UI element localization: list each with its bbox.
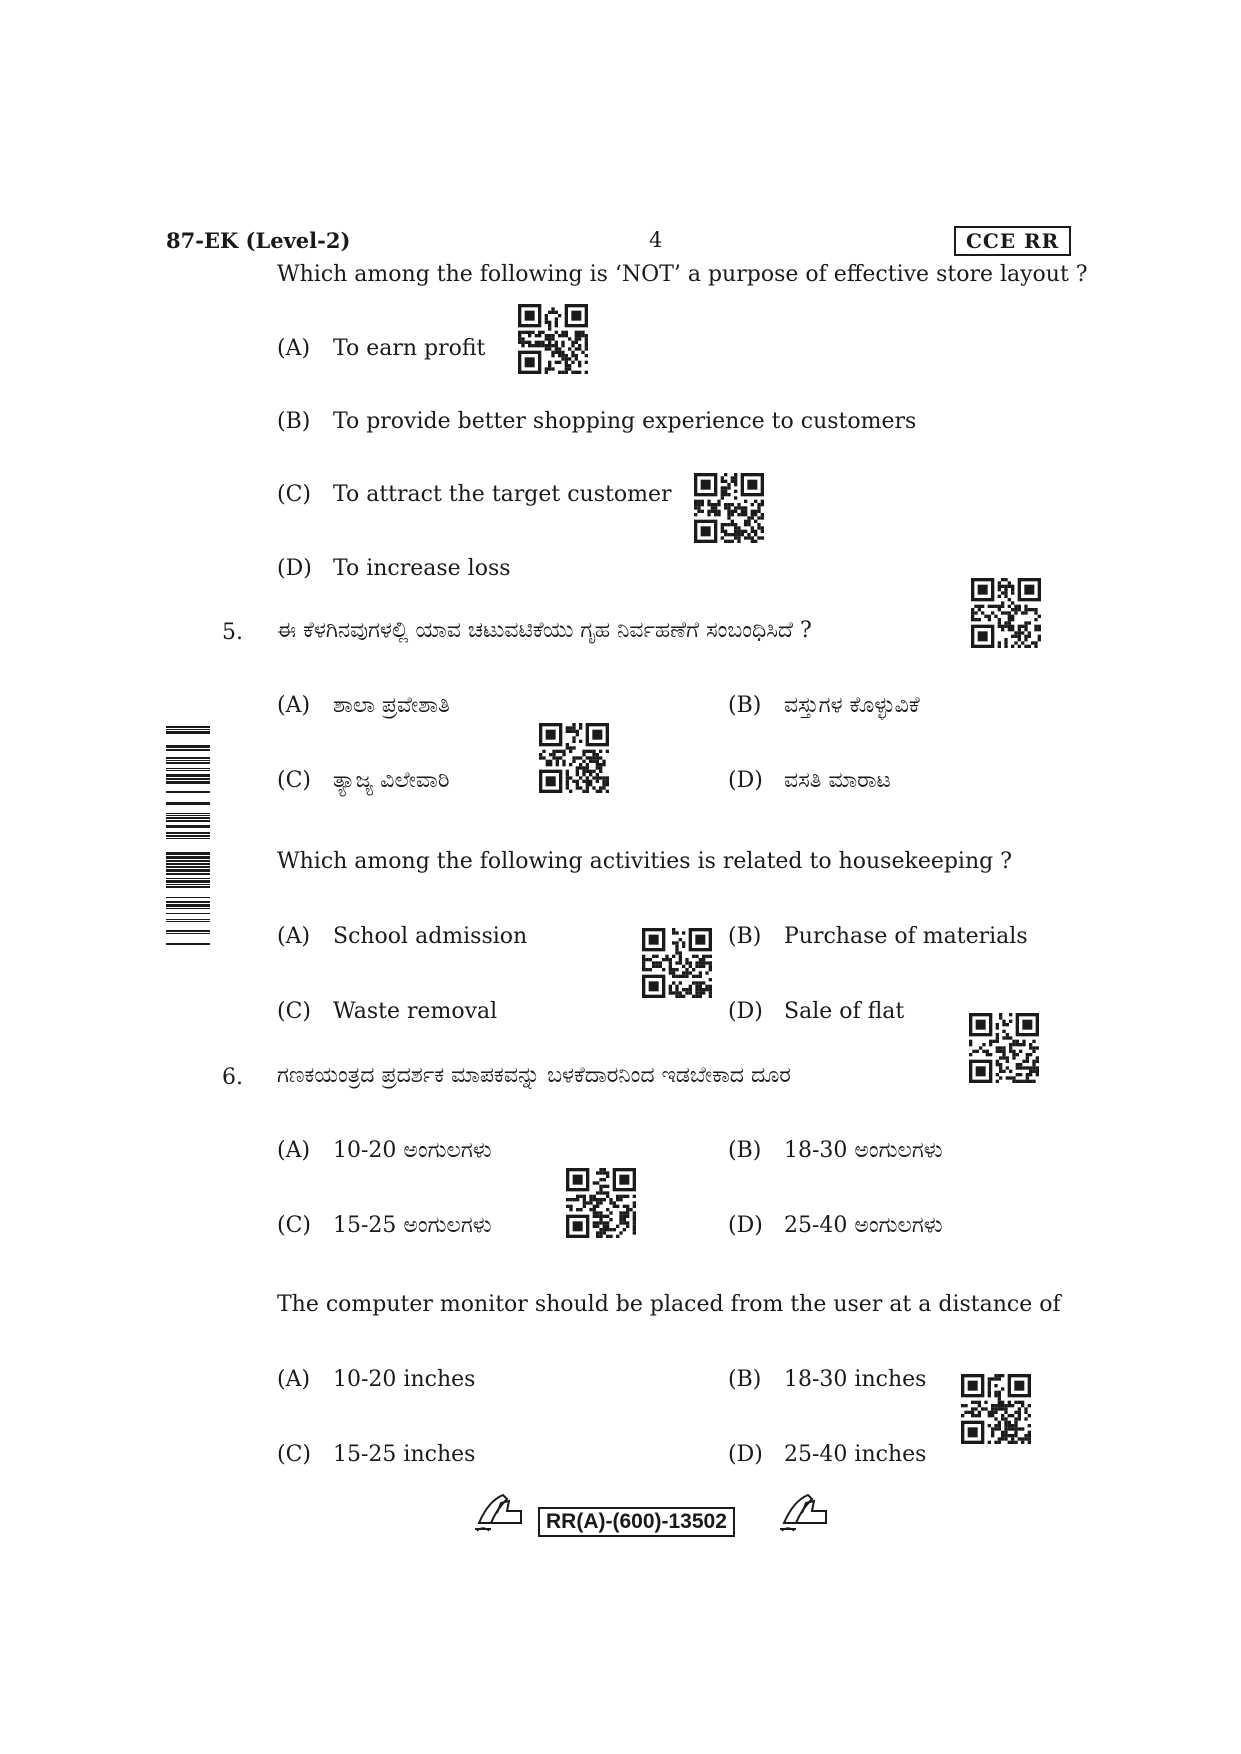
question-6-number: 6. [222,1065,243,1090]
option-text: To earn profit [333,336,486,361]
option-text: To provide better shopping experience to customers [333,409,917,434]
qr-code-icon [642,928,712,998]
option-label: (B) [277,409,311,434]
option-c-kannada [277,1213,492,1238]
option-text: Waste removal [333,999,498,1024]
option-b-kannada [728,1138,943,1163]
option-d-kannada [728,768,891,793]
option-label: (A) [277,924,311,949]
option-c-kannada [277,768,449,793]
option-label: (A) [277,1367,311,1392]
option-label: (A) [277,693,311,718]
option-label: (D) [728,1213,763,1238]
option-label: (D) [728,1442,763,1467]
question-5-kannada: ಈ ಕೆಳಗಿನವುಗಳಲ್ಲಿ ಯಾವ ಚಟುವಟಿಕೆಯು ಗೃಹ ನಿರ್ವಹಣೆಗೆ ಸಂಬಂಧಿಸಿದೆ ? [277,618,812,643]
qr-code-icon [694,473,764,543]
question-6-kannada: ಗಣಕಯಂತ್ರದ ಪ್ರದರ್ಶಕ ಮಾಪಕವನ್ನು ಬಳಕೆದಾರನಿಂದ ಇಡಬೇಕಾದ ದೂರ [277,1063,791,1088]
option-a-english [277,1367,475,1392]
option-text: 25-40 ಅಂಗುಲಗಳು [784,1213,943,1238]
option-text: 10-20 ಅಂಗುಲಗಳು [333,1138,492,1163]
option-b-english [728,924,1028,949]
option-text: ವಸ್ತುಗಳ ಕೊಳ್ಳುವಿಕೆ [784,693,920,718]
option-text: Purchase of materials [784,924,1028,949]
option-label: (C) [277,1213,311,1238]
option-a-english [277,924,527,949]
option-label: (C) [277,482,311,507]
option-text: School admission [333,924,528,949]
qr-code-icon [566,1168,636,1238]
question-6-english: The computer monitor should be placed from the user at a distance of [277,1292,1061,1317]
qr-code-icon [539,723,609,793]
option-label: (A) [277,1138,311,1163]
option-d-kannada [728,1213,943,1238]
option-label: (D) [728,999,763,1024]
option-label: (B) [728,693,762,718]
question-5-english: Which among the following activities is related to housekeeping ? [277,849,1013,874]
option-label: (C) [277,1442,311,1467]
exam-badge: CCE RR [954,226,1071,256]
option-a-kannada [277,693,450,718]
qr-code-icon [971,578,1041,648]
option-b-kannada [728,693,920,718]
option-label: (D) [728,768,763,793]
option-text: 18-30 inches [784,1367,927,1392]
option-text: 10-20 inches [333,1367,476,1392]
option-text: To attract the target customer [333,482,672,507]
qr-code-icon [961,1374,1031,1444]
paper-code: 87-EK (Level-2) [166,228,351,253]
option-text: 15-25 ಅಂಗುಲಗಳು [333,1213,492,1238]
option-label: (D) [277,556,312,581]
option-d-english [728,1442,926,1467]
option-c-english [277,1442,475,1467]
question-4-english: Which among the following is ‘NOT’ a purpose of effective store layout ? [277,262,1088,287]
option-label: (C) [277,999,311,1024]
page-number: 4 [649,228,663,252]
option-c [277,482,672,507]
writing-hand-icon [471,1489,527,1533]
option-text: 25-40 inches [784,1442,927,1467]
option-a [277,336,485,361]
option-text: 15-25 inches [333,1442,476,1467]
question-5-number: 5. [222,620,243,645]
option-d [277,556,511,581]
barcode-icon [166,726,210,946]
option-label: (C) [277,768,311,793]
option-b-english [728,1367,926,1392]
option-text: ತ್ಯಾಜ್ಯ ವಿಲೇವಾರಿ [333,768,450,793]
option-label: (A) [277,336,311,361]
option-text: To increase loss [333,556,511,581]
option-label: (B) [728,1138,762,1163]
qr-code-icon [518,304,588,374]
qr-code-icon [969,1013,1039,1083]
option-b [277,409,916,434]
option-text: ವಸತಿ ಮಾರಾಟ [784,768,891,793]
writing-hand-icon [776,1489,832,1533]
option-text: Sale of flat [784,999,905,1024]
option-d-english [728,999,904,1024]
option-a-kannada [277,1138,492,1163]
option-label: (B) [728,1367,762,1392]
footer-code: RR(A)-(600)-13502 [538,1507,735,1537]
option-text: 18-30 ಅಂಗುಲಗಳು [784,1138,943,1163]
option-c-english [277,999,497,1024]
option-text: ಶಾಲಾ ಪ್ರವೇಶಾತಿ [333,693,450,718]
option-label: (B) [728,924,762,949]
